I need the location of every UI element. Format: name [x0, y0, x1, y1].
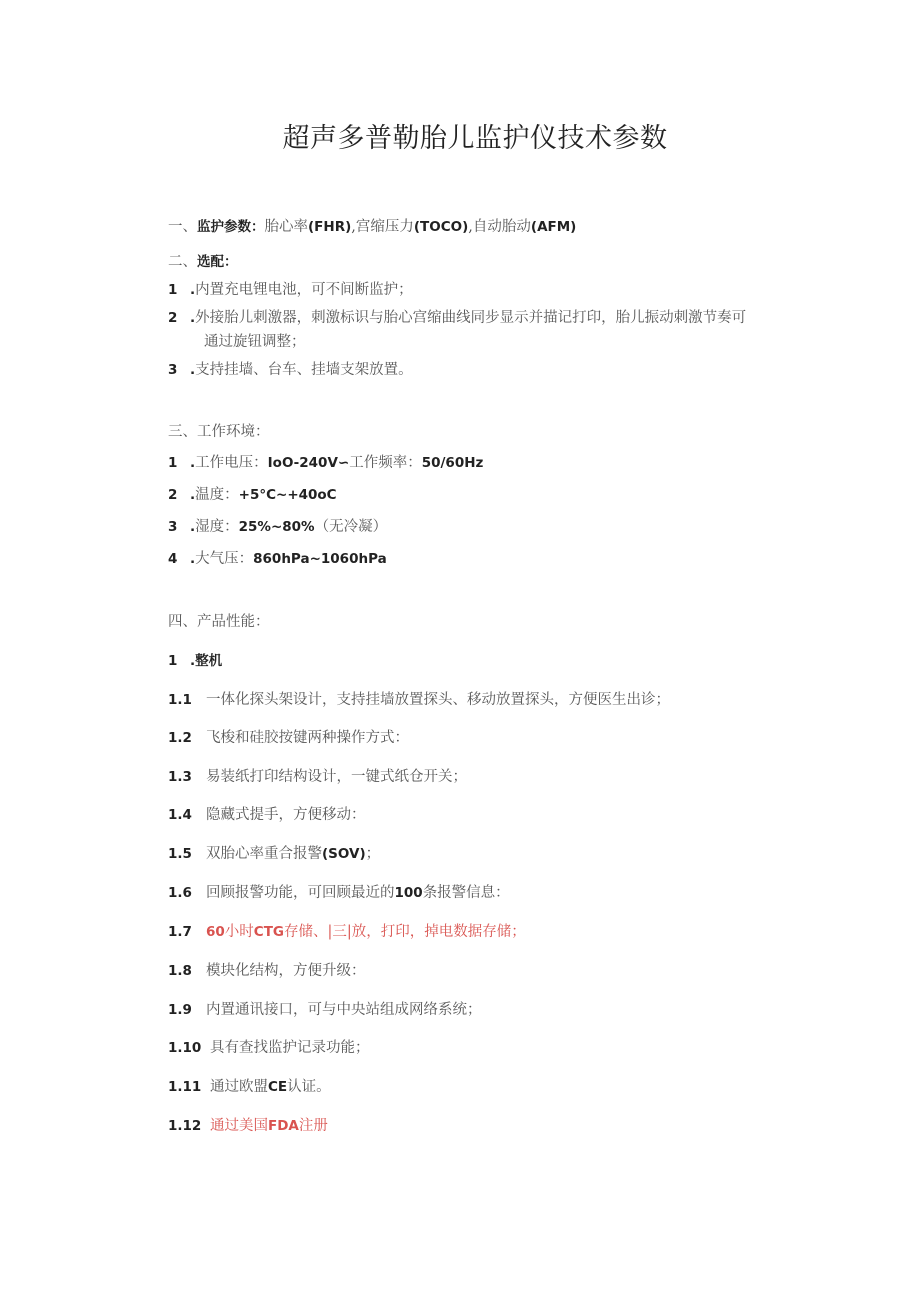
- item-after: ；: [365, 846, 381, 862]
- feature-item-1-11: [168, 1076, 331, 1098]
- item-number: 1.7: [168, 924, 192, 940]
- item-number: 1.11: [168, 1079, 202, 1095]
- item-number: 1.3: [168, 769, 192, 785]
- item-dot: .: [190, 519, 196, 535]
- frequency-value: 50/60Hz: [421, 455, 484, 471]
- item-dot: .: [190, 282, 196, 298]
- sec1-label: 监护参数：: [197, 219, 265, 235]
- sec1-b3: (AFM): [530, 219, 577, 235]
- environment-heading: 三、工作环境：: [168, 424, 270, 440]
- item-bold: FDA: [268, 1118, 299, 1134]
- sec1-b1: (FHR): [308, 219, 352, 235]
- item-text: 通过美国: [210, 1118, 268, 1134]
- item-dot: .: [190, 487, 196, 503]
- item-label-2: 工作频率：: [349, 455, 422, 471]
- item-red-text: [206, 924, 526, 940]
- item-text: 双胎心率重合报警: [206, 846, 322, 862]
- item-number: 1.8: [168, 963, 192, 979]
- sec2-heading-label: 选配：: [197, 254, 238, 270]
- feature-item-1-12: [168, 1115, 328, 1137]
- item-number: 2: [168, 310, 178, 326]
- subheading-label: 整机: [195, 653, 223, 669]
- item-number: 1.6: [168, 885, 192, 901]
- item-text: 内置通讯接口，可与中央站组成网络系统；: [206, 1002, 482, 1018]
- item-number: 1.4: [168, 807, 192, 823]
- item-bold-pre: 60: [206, 924, 225, 940]
- item-number: 3: [168, 362, 178, 378]
- item-bold: (SOV): [322, 846, 366, 862]
- item-number: 1: [168, 455, 178, 471]
- voltage-value: IoO-240V∽: [267, 455, 350, 471]
- item-dot: .: [190, 310, 196, 326]
- humidity-suffix: （无冷凝）: [314, 519, 388, 535]
- feature-item-1-9: [168, 999, 482, 1021]
- item-dot: .: [190, 653, 196, 669]
- feature-item-1-8: [168, 960, 366, 982]
- item-after: 条报警信息：: [422, 885, 510, 901]
- item-text: 支持挂墙、台车、挂墙支架放置。: [195, 362, 413, 378]
- item-bold: CTG: [253, 924, 284, 940]
- pressure-value: 860hPa~1060hPa: [253, 551, 387, 567]
- item-red-text: [210, 1118, 328, 1134]
- sec1-t2: ,宫缩压力: [351, 219, 414, 235]
- item-text: 外接胎儿刺激器，刺激标识与胎心宫缩曲线同步显示并描记打印，胎儿振动刺激节奏可: [195, 310, 747, 326]
- item-dot: .: [190, 455, 196, 471]
- item-number: 1.9: [168, 1002, 192, 1018]
- options-item-1: [168, 279, 413, 301]
- item-after: 存储、|三|放，打印，掉电数据存储；: [284, 924, 526, 940]
- item-number: 1.2: [168, 730, 192, 746]
- item-number: 1.10: [168, 1040, 202, 1056]
- item-text: 易装纸打印结构设计，一键式纸仓开关；: [206, 769, 467, 785]
- item-number: 4: [168, 551, 178, 567]
- monitoring-params-line: [168, 216, 576, 238]
- sec1-t1: 胎心率: [264, 219, 308, 235]
- options-item-2: [168, 307, 746, 329]
- feature-item-1-7: [168, 921, 526, 943]
- options-item-3: [168, 359, 413, 381]
- item-number: 3: [168, 519, 178, 535]
- item-text: 模块化结构，方便升级：: [206, 963, 366, 979]
- options-heading: [168, 251, 238, 273]
- item-after: 认证。: [287, 1079, 331, 1095]
- performance-heading: 四、产品性能：: [168, 614, 270, 630]
- feature-item-1-4: [168, 804, 366, 826]
- item-number: 1.5: [168, 846, 192, 862]
- item-dot: .: [190, 551, 196, 567]
- feature-item-1-10: [168, 1037, 370, 1059]
- sec2-heading-prefix: 二、: [168, 254, 197, 270]
- feature-item-1-1: [168, 689, 670, 711]
- item-label: 湿度：: [195, 519, 239, 535]
- item-text: 小时: [224, 924, 254, 940]
- item-bold: 100: [394, 885, 423, 901]
- item-number: 1.1: [168, 692, 192, 708]
- performance-subheading: [168, 650, 222, 672]
- item-text: 隐藏式提手，方便移动：: [206, 807, 366, 823]
- options-item-2-continuation: 通过旋钮调整；: [204, 334, 306, 350]
- feature-item-1-2: [168, 727, 409, 749]
- environment-item-1: [168, 452, 483, 474]
- item-text: 具有查找监护记录功能；: [210, 1040, 370, 1056]
- item-text: 通过欧盟: [210, 1079, 268, 1095]
- item-number: 1: [168, 653, 178, 669]
- item-text: 回顾报警功能，可回顾最近的: [206, 885, 395, 901]
- feature-item-1-6: [168, 882, 510, 904]
- document-title: 超声多普勒胎儿监护仪技术参数: [282, 123, 668, 154]
- humidity-value: 25%~80%: [238, 519, 315, 535]
- sec1-t3: ,自动胎动: [468, 219, 531, 235]
- item-label: 大气压：: [195, 551, 254, 567]
- item-text: 内置充电锂电池，可不间断监护；: [195, 282, 413, 298]
- item-bold: CE: [268, 1079, 288, 1095]
- sec1-prefix: 一、: [168, 219, 197, 235]
- environment-item-3: [168, 516, 387, 538]
- temperature-value: +5°C~+40oC: [238, 487, 337, 503]
- item-label: 工作电压：: [195, 455, 268, 471]
- environment-item-2: [168, 484, 337, 506]
- item-label: 温度：: [195, 487, 239, 503]
- item-number: 2: [168, 487, 178, 503]
- item-text: 一体化探头架设计，支持挂墙放置探头、移动放置探头，方便医生出诊；: [206, 692, 670, 708]
- environment-item-4: [168, 548, 387, 570]
- sec1-b2: (TOCO): [413, 219, 469, 235]
- item-dot: .: [190, 362, 196, 378]
- feature-item-1-5: [168, 843, 380, 865]
- item-number: 1.12: [168, 1118, 202, 1134]
- feature-item-1-3: [168, 766, 467, 788]
- item-number: 1: [168, 282, 178, 298]
- item-text: 飞梭和硅胶按键两种操作方式：: [206, 730, 409, 746]
- item-after: 注册: [298, 1118, 328, 1134]
